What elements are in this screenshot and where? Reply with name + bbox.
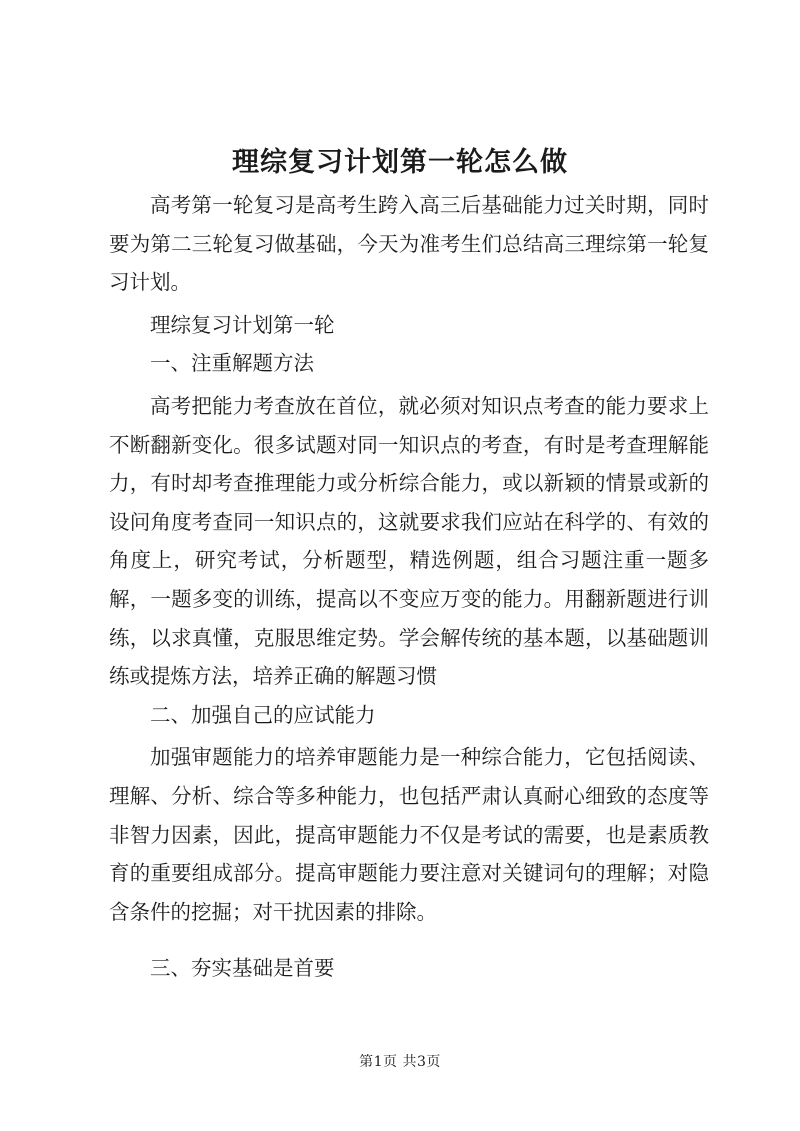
document-title: 理综复习计划第一轮怎么做 bbox=[232, 147, 568, 178]
section-1-heading: 一、注重解题方法 bbox=[150, 351, 314, 376]
plan-subtitle: 理综复习计划第一轮 bbox=[150, 312, 335, 337]
document-body bbox=[109, 186, 709, 988]
section-3-heading: 三、夯实基础是首要 bbox=[150, 956, 335, 981]
section-2-paragraph: 加强审题能力的培养审题能力是一种综合能力，它包括阅读、理解、分析、综合等多种能力，也包括严肃认真耐心细致的态度等非智力因素，因此，提高审题能力不仅是考试的需要，也是素质教育的重要组成部分。提高审题能力要注意对关键词句的理解；对隐含条件的挖掘；对干扰因素的排除。 bbox=[109, 745, 709, 924]
page-footer: 第1页 共3页 bbox=[359, 1054, 441, 1070]
intro-paragraph: 高考第一轮复习是高考生跨入高三后基础能力过关时期，同时要为第二三轮复习做基础，今天为准考生们总结高三理综第一轮复习计划。 bbox=[109, 193, 709, 295]
section-1-paragraph: 高考把能力考查放在首位，就必须对知识点考查的能力要求上不断翻新变化。很多试题对同一知识点的考查，有时是考查理解能力，有时却考查推理能力或分析综合能力，或以新颖的情景或新的设问角度考查同一知识点的，这就要求我们应站在科学的、有效的角度上，研究考试，分析题型，精选例题，组合习题注重一题多解，一题多变的训练，提高以不变应万变的能力。用翻新题进行训练，以求真懂，克服思维定势。学会解传统的基本题，以基础题训练或提炼方法，培养正确的解题习惯 bbox=[109, 393, 709, 689]
spacer bbox=[109, 931, 709, 949]
section-2-heading: 二、加强自己的应试能力 bbox=[150, 702, 376, 727]
